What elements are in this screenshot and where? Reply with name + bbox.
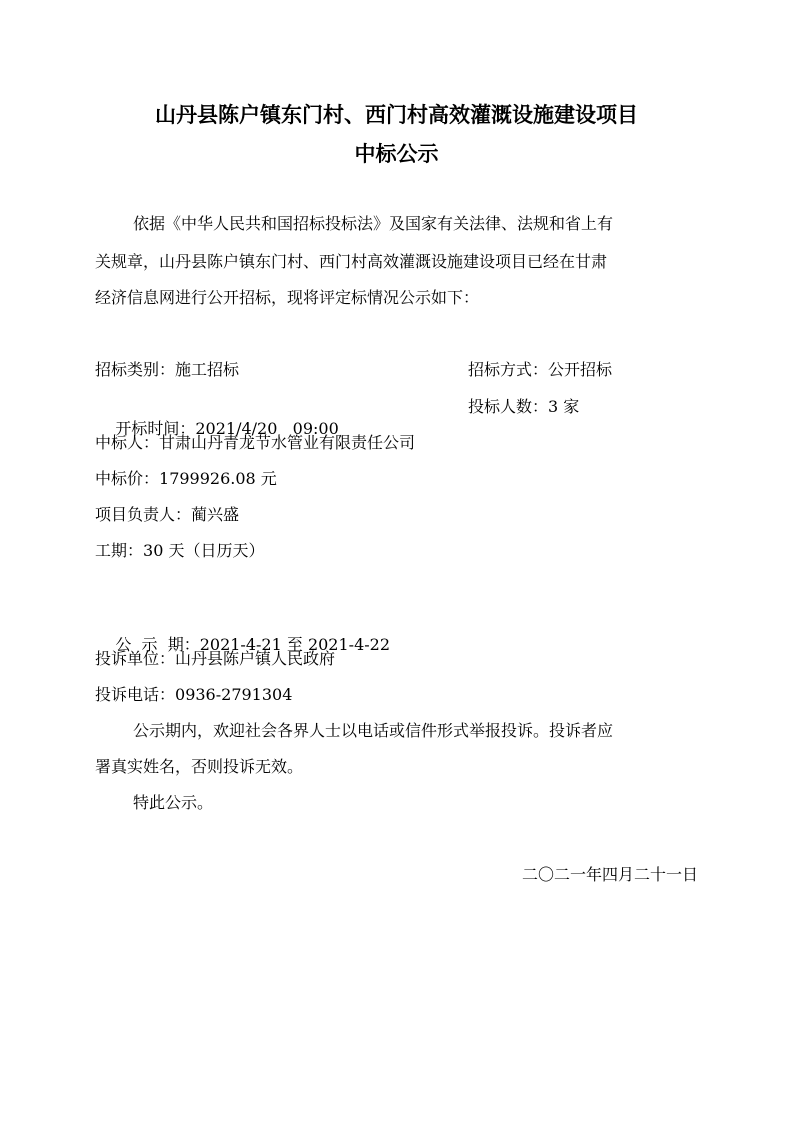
intro-paragraph-line-1: 依据《中华人民共和国招标投标法》及国家有关法律、法规和省上有: [133, 214, 614, 233]
duration-row: [95, 540, 264, 562]
bidder-count-value: 3 家: [548, 397, 580, 416]
tender-category-value: 施工招标: [175, 360, 240, 379]
complaint-phone-label: 投诉电话：: [95, 685, 176, 704]
document-date: 二〇二一年四月二十一日: [521, 865, 698, 884]
winner-value: 甘肃山丹青龙节水管业有限责任公司: [159, 433, 416, 452]
manager-label: 项目负责人：: [95, 505, 192, 524]
complaint-unit-row: [95, 648, 335, 670]
tender-method-value: 公开招标: [548, 360, 613, 379]
price-label: 中标价：: [95, 469, 160, 488]
manager-value: 蔺兴盛: [191, 505, 240, 524]
publicity-period-value: 2021-4-21 至 2021-4-22: [199, 635, 391, 654]
tender-category-row: [95, 359, 239, 381]
complaint-phone-row: [95, 684, 292, 706]
tender-method-row: [468, 359, 612, 381]
bidder-count-row: [468, 396, 579, 418]
price-row: [95, 468, 277, 490]
intro-paragraph-line-2: 关规章，山丹县陈户镇东门村、西门村高效灌溉设施建设项目已经在甘肃: [95, 252, 608, 271]
price-value: 1799926.08 元: [159, 469, 277, 488]
document-title-line-1: 山丹县陈户镇东门村、西门村高效灌溉设施建设项目: [155, 103, 638, 127]
tender-method-label: 招标方式：: [468, 360, 549, 379]
notice-line-2: 署真实姓名，否则投诉无效。: [95, 757, 304, 776]
duration-label: 工期：: [95, 541, 144, 560]
bidder-count-label: 投标人数：: [468, 397, 549, 416]
intro-paragraph-line-3: 经济信息网进行公开招标，现将评定标情况公示如下：: [95, 288, 480, 307]
open-time-value: 2021/4/20 09:00: [195, 419, 339, 438]
winner-label: 中标人：: [95, 433, 160, 452]
winner-row: [95, 432, 415, 454]
complaint-unit-value: 山丹县陈户镇人民政府: [175, 649, 336, 668]
duration-value: 30 天（日历天）: [143, 541, 265, 560]
complaint-unit-label: 投诉单位：: [95, 649, 176, 668]
publicity-period-label: 公 示 期：: [115, 635, 200, 654]
document-title-line-2: 中标公示: [354, 142, 439, 166]
open-time-label: 开标时间：: [115, 419, 196, 438]
notice-line-1: 公示期内，欢迎社会各界人士以电话或信件形式举报投诉。投诉者应: [133, 721, 614, 740]
manager-row: [95, 504, 239, 526]
complaint-phone-value: 0936-2791304: [175, 685, 293, 704]
tender-category-label: 招标类别：: [95, 360, 176, 379]
closing-text: 特此公示。: [133, 793, 214, 812]
